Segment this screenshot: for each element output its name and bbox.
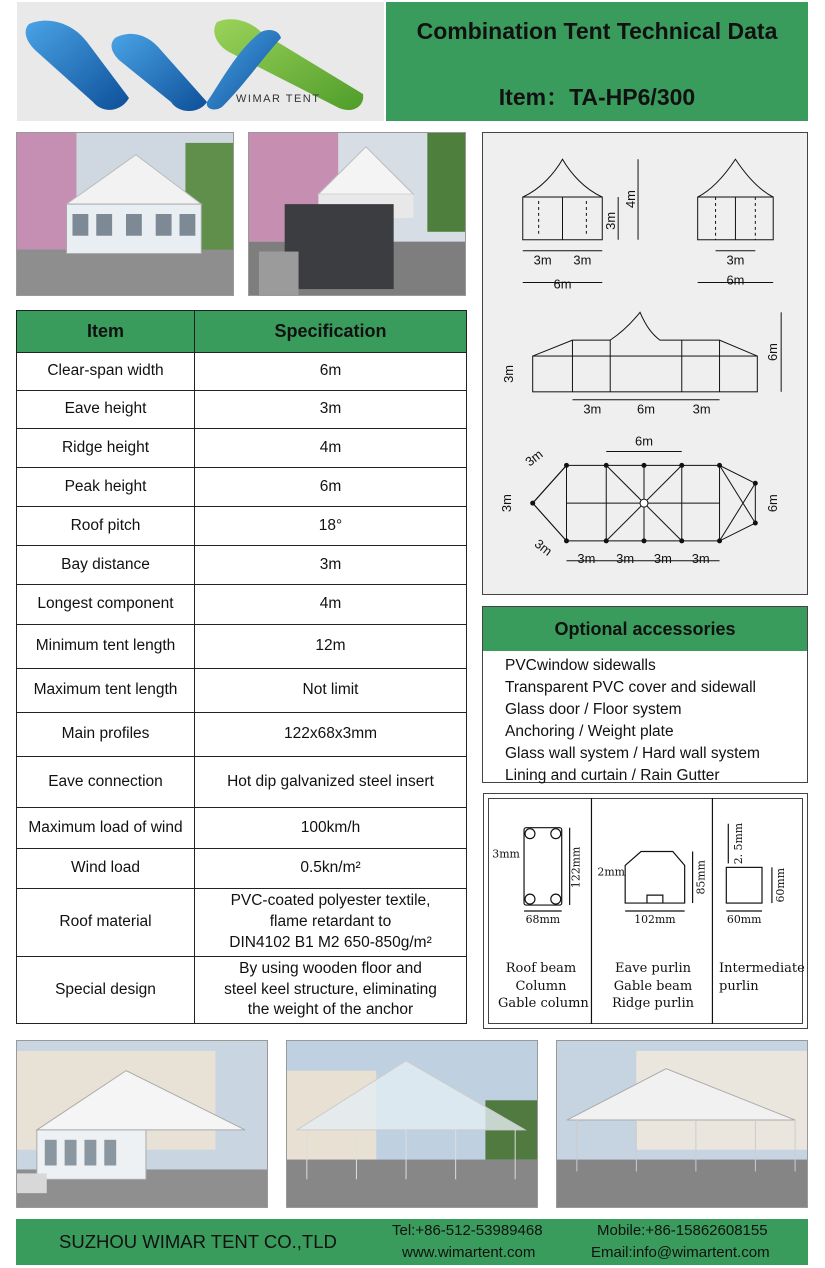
spec-value-cell (195, 585, 467, 625)
plan-view-drawing (499, 433, 780, 565)
spec-row (17, 391, 467, 429)
p1-captions (498, 960, 589, 1013)
spec-value-line: 4m (319, 438, 342, 456)
label-plan-bay-3: 3m (653, 550, 672, 566)
col-item-header: Item (17, 311, 195, 353)
spec-value-cell (195, 468, 467, 507)
label-eave-height: 3m (603, 211, 619, 230)
spec-table (16, 310, 467, 1024)
spec-value-line: the weight of the anchor (247, 1001, 414, 1019)
spec-value-line: 12m (315, 637, 346, 655)
elevation-drawing-1 (523, 159, 638, 291)
company-name: SUZHOU WIMAR TENT CO.,TLD (59, 1231, 337, 1252)
label-p3-width: 60mm (726, 912, 762, 926)
caption-line: Ridge purlin (611, 996, 694, 1011)
spec-row (17, 757, 467, 808)
label-elev2-total: 6m (726, 272, 745, 288)
footer-tel: Tel:+86-512-53989468 (392, 1222, 543, 1239)
spec-row (17, 889, 467, 957)
spec-item-cell: Roof pitch (17, 507, 195, 546)
accessories-list (483, 651, 807, 787)
spec-row (17, 546, 467, 585)
label-p1-thick: 3mm (492, 847, 520, 861)
spec-value-cell (195, 889, 467, 957)
accessory-item: Glass door / Floor system (505, 701, 682, 718)
caption-line: purlin (719, 978, 759, 994)
label-side-left: 3m (500, 364, 516, 383)
spec-item-cell: Minimum tent length (17, 625, 195, 669)
tent-photo-front (16, 132, 234, 296)
accessory-item: Transparent PVC cover and sidewall (505, 679, 756, 696)
spec-value-cell (195, 669, 467, 713)
spec-item-cell: Ridge height (17, 429, 195, 468)
spec-value-line: 3m (319, 400, 342, 418)
spec-row (17, 713, 467, 757)
label-p1-height: 122mm (569, 846, 583, 889)
intermediate-purlin-profile (726, 822, 787, 926)
spec-value-line: PVC-coated polyester textile, (230, 892, 431, 910)
caption-line: Gable beam (613, 978, 693, 994)
label-plan-bay-4: 3m (691, 550, 710, 566)
spec-row (17, 468, 467, 507)
page-title: Combination Tent Technical Data (416, 18, 778, 44)
spec-value-line: 122x68x3mm (283, 725, 378, 743)
label-plan-bay-1: 3m (577, 550, 596, 566)
spec-item-cell: Bay distance (17, 546, 195, 585)
tent-drawings (482, 132, 808, 595)
label-w1: 3m (533, 252, 552, 268)
spec-value-line: steel keel structure, eliminating (224, 980, 437, 998)
logo-panel (17, 2, 384, 121)
p3-captions (719, 960, 805, 995)
label-elev2-w: 3m (726, 252, 745, 268)
accessory-item: Anchoring / Weight plate (505, 723, 674, 740)
spec-value-cell (195, 353, 467, 391)
caption-line: Gable column (498, 996, 589, 1011)
label-p3-height: 60mm (773, 867, 787, 903)
label-peak-height: 4m (623, 190, 639, 208)
profiles-panel (483, 793, 808, 1029)
label-side-seg1: 3m (583, 401, 602, 417)
spec-value-line: 100km/h (300, 818, 361, 836)
spec-item-cell: Wind load (17, 849, 195, 889)
caption-line: Roof beam (505, 961, 577, 976)
eave-purlin-profile (597, 852, 707, 926)
spec-header-row (17, 311, 467, 353)
accessory-item: Lining and curtain / Rain Gutter (505, 767, 720, 784)
label-p1-width: 68mm (525, 912, 561, 926)
accessories-panel (482, 606, 808, 783)
label-side-seg2: 6m (637, 401, 655, 417)
spec-item-cell: Clear-span width (17, 353, 195, 391)
footer-mobile: Mobile:+86-15862608155 (597, 1222, 768, 1239)
label-total-1: 6m (553, 276, 572, 292)
label-p3-thick: 2. 5mm (732, 822, 746, 865)
spec-item-cell: Peak height (17, 468, 195, 507)
accessory-item: Glass wall system / Hard wall system (505, 745, 760, 762)
spec-item-cell: Special design (17, 957, 195, 1024)
elevation-drawing-2 (698, 159, 774, 287)
side-elevation-drawing (501, 312, 781, 416)
spec-row (17, 429, 467, 468)
label-w2: 3m (573, 252, 592, 268)
spec-row (17, 957, 467, 1024)
label-plan-diag-top: 3m (522, 446, 546, 470)
accessory-item: PVCwindow sidewalls (505, 657, 656, 674)
spec-row (17, 849, 467, 889)
tent-photo-sign (248, 132, 466, 296)
footer-email[interactable]: Email:info@wimartent.com (591, 1244, 770, 1261)
spec-value-cell (195, 429, 467, 468)
spec-item-cell: Longest component (17, 585, 195, 625)
col-spec-header: Specification (195, 311, 467, 353)
spec-value-cell (195, 713, 467, 757)
spec-row (17, 625, 467, 669)
label-p2-width: 102mm (634, 912, 676, 926)
caption-line: Eave purlin (614, 961, 691, 976)
label-plan-top: 6m (635, 433, 653, 449)
label-p2-height: 85mm (694, 860, 708, 895)
footer-bar (16, 1219, 808, 1265)
spec-item-cell: Roof material (17, 889, 195, 957)
caption-line: Column (515, 978, 567, 994)
footer-website[interactable]: www.wimartent.com (402, 1244, 536, 1261)
spec-item-cell: Eave height (17, 391, 195, 429)
accessories-title: Optional accessories (483, 607, 807, 651)
spec-value-line: By using wooden floor and (239, 959, 422, 977)
label-side-seg3: 3m (692, 401, 711, 417)
spec-value-line: 6m (319, 362, 342, 380)
spec-value-line: DIN4102 B1 M2 650-850g/m² (229, 933, 432, 951)
spec-value-line: 3m (319, 555, 342, 573)
spec-item-cell: Maximum tent length (17, 669, 195, 713)
spec-value-line: flame retardant to (269, 913, 392, 931)
tent-photo-bottom-2 (286, 1040, 538, 1208)
label-plan-left: 3m (498, 494, 514, 513)
item-code: Item：TA-HP6/300 (498, 84, 696, 110)
spec-value-line: Hot dip galvanized steel insert (227, 772, 434, 790)
spec-value-line: 18° (318, 516, 343, 534)
tent-photo-bottom-1 (16, 1040, 268, 1208)
spec-value-line: Not limit (302, 681, 359, 699)
label-plan-right: 6m (765, 494, 781, 513)
spec-row (17, 669, 467, 713)
spec-value-cell (195, 391, 467, 429)
label-plan-bay-2: 3m (616, 550, 635, 566)
label-p2-thick: 2mm (597, 865, 626, 879)
tent-photo-bottom-3 (556, 1040, 808, 1208)
caption-line: Intermediate (719, 961, 805, 976)
spec-value-cell (195, 849, 467, 889)
spec-value-line: 4m (319, 595, 342, 613)
spec-item-cell: Eave connection (17, 757, 195, 808)
label-plan-diag-bottom: 3m (531, 535, 556, 559)
spec-value-cell (195, 507, 467, 546)
spec-row (17, 353, 467, 391)
spec-value-cell (195, 546, 467, 585)
spec-value-cell (195, 625, 467, 669)
roof-beam-profile (492, 828, 582, 926)
spec-value-cell (195, 957, 467, 1024)
title-panel (386, 2, 808, 121)
spec-value-line: 6m (319, 477, 342, 495)
logo-text: WIMAR TENT (236, 93, 321, 105)
wimar-logo (17, 2, 384, 121)
p2-captions (608, 960, 698, 1013)
spec-row (17, 808, 467, 849)
label-side-right: 6m (765, 343, 781, 362)
spec-item-cell: Maximum load of wind (17, 808, 195, 849)
spec-row (17, 585, 467, 625)
spec-row (17, 507, 467, 546)
spec-item-cell: Main profiles (17, 713, 195, 757)
spec-value-line: 0.5kn/m² (300, 859, 361, 877)
spec-value-cell (195, 757, 467, 808)
spec-value-cell (195, 808, 467, 849)
